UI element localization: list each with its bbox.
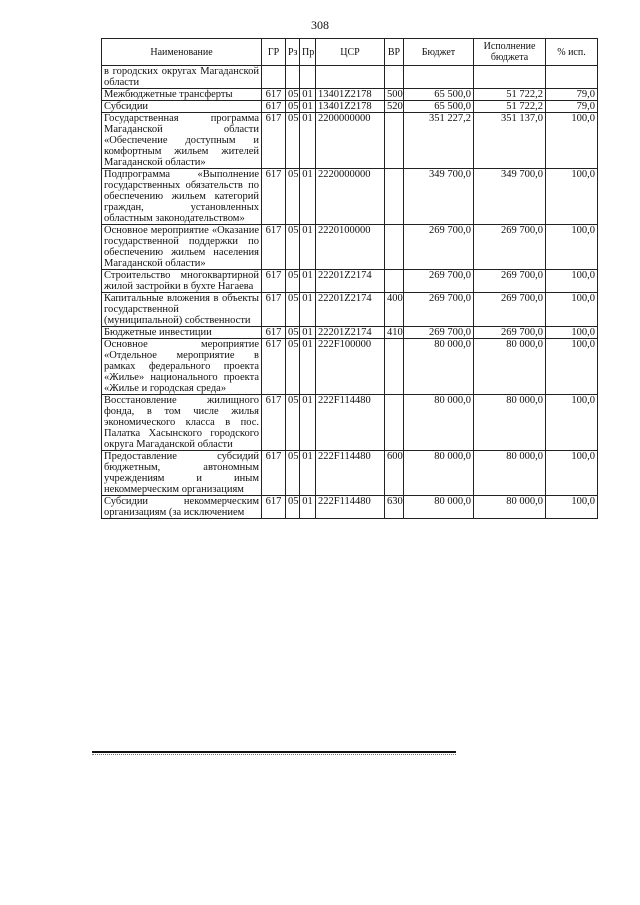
row-pr: 01 xyxy=(300,327,316,339)
table-row xyxy=(102,327,598,339)
row-pr: 01 xyxy=(300,339,316,395)
row-budget: 269 700,0 xyxy=(404,225,474,270)
row-execution: 349 700,0 xyxy=(474,169,546,225)
row-vr: 400 xyxy=(385,293,404,327)
row-rz: 05 xyxy=(286,89,300,101)
row-pr xyxy=(300,66,316,89)
header-execution: Исполнение бюджета xyxy=(474,39,546,66)
row-budget: 351 227,2 xyxy=(404,113,474,169)
row-rz: 05 xyxy=(286,293,300,327)
row-pr: 01 xyxy=(300,101,316,113)
row-budget: 80 000,0 xyxy=(404,451,474,496)
row-execution: 80 000,0 xyxy=(474,395,546,451)
row-csr: 222F100000 xyxy=(316,339,385,395)
row-vr: 600 xyxy=(385,451,404,496)
row-name: Межбюджетные трансферты xyxy=(102,89,262,101)
row-gr: 617 xyxy=(262,395,286,451)
table-row xyxy=(102,113,598,169)
row-budget: 269 700,0 xyxy=(404,327,474,339)
row-vr xyxy=(385,270,404,293)
row-percent: 100,0 xyxy=(546,169,598,225)
row-csr: 22201Z2174 xyxy=(316,293,385,327)
row-execution: 269 700,0 xyxy=(474,270,546,293)
row-execution: 80 000,0 xyxy=(474,451,546,496)
row-csr: 222F114480 xyxy=(316,496,385,519)
row-execution: 80 000,0 xyxy=(474,339,546,395)
row-rz: 05 xyxy=(286,496,300,519)
row-percent: 100,0 xyxy=(546,496,598,519)
row-vr: 500 xyxy=(385,89,404,101)
row-execution xyxy=(474,66,546,89)
row-csr: 13401Z2178 xyxy=(316,89,385,101)
row-name: Субсидии xyxy=(102,101,262,113)
header-rz: Рз xyxy=(286,39,300,66)
row-gr: 617 xyxy=(262,89,286,101)
row-csr: 222F114480 xyxy=(316,451,385,496)
row-percent: 79,0 xyxy=(546,89,598,101)
table-row xyxy=(102,66,598,89)
row-csr: 2200000000 xyxy=(316,113,385,169)
row-percent: 100,0 xyxy=(546,293,598,327)
row-name: Строительство многоквартирной жилой застройки в бухте Нагаева xyxy=(102,270,262,293)
row-name: Государственная программа Магаданской области «Обеспечение доступным и комфортным жильем жителей Магаданской области» xyxy=(102,113,262,169)
row-budget: 65 500,0 xyxy=(404,89,474,101)
row-percent: 79,0 xyxy=(546,101,598,113)
row-vr: 520 xyxy=(385,101,404,113)
table-body xyxy=(102,66,598,519)
header-pr: Пр xyxy=(300,39,316,66)
page-number: 308 xyxy=(311,18,329,32)
table-row xyxy=(102,339,598,395)
row-budget: 269 700,0 xyxy=(404,270,474,293)
row-gr: 617 xyxy=(262,270,286,293)
table-row xyxy=(102,270,598,293)
row-pr: 01 xyxy=(300,270,316,293)
row-execution: 80 000,0 xyxy=(474,496,546,519)
row-gr xyxy=(262,66,286,89)
row-budget: 80 000,0 xyxy=(404,339,474,395)
row-name: в городских округах Магаданской области xyxy=(102,66,262,89)
table-row xyxy=(102,395,598,451)
row-pr: 01 xyxy=(300,89,316,101)
row-budget xyxy=(404,66,474,89)
row-pr: 01 xyxy=(300,293,316,327)
row-csr: 22201Z2174 xyxy=(316,327,385,339)
row-name: Восстановление жилищного фонда, в том числе жилья экономического класса в пос. Палатка Хасынского городского округа Магаданской области xyxy=(102,395,262,451)
row-vr: 410 xyxy=(385,327,404,339)
table-row xyxy=(102,169,598,225)
row-csr: 13401Z2178 xyxy=(316,101,385,113)
row-percent: 100,0 xyxy=(546,339,598,395)
row-percent: 100,0 xyxy=(546,113,598,169)
row-name: Подпрограмма «Выполнение государственных обязательств по обеспечению жильем категорий граждан, установленных областным законодательством» xyxy=(102,169,262,225)
row-gr: 617 xyxy=(262,327,286,339)
row-gr: 617 xyxy=(262,293,286,327)
row-gr: 617 xyxy=(262,451,286,496)
header-percent: % исп. xyxy=(546,39,598,66)
footer-rule-dotted xyxy=(92,754,456,755)
header-budget: Бюджет xyxy=(404,39,474,66)
row-vr xyxy=(385,113,404,169)
table-row xyxy=(102,293,598,327)
row-percent: 100,0 xyxy=(546,225,598,270)
row-vr xyxy=(385,66,404,89)
row-vr xyxy=(385,339,404,395)
row-csr xyxy=(316,66,385,89)
row-percent: 100,0 xyxy=(546,451,598,496)
row-csr: 22201Z2174 xyxy=(316,270,385,293)
row-budget: 80 000,0 xyxy=(404,395,474,451)
row-gr: 617 xyxy=(262,101,286,113)
header-gr: ГР xyxy=(262,39,286,66)
row-execution: 51 722,2 xyxy=(474,101,546,113)
row-csr: 2220100000 xyxy=(316,225,385,270)
row-percent xyxy=(546,66,598,89)
row-name: Субсидии некоммерческим организациям (за исключением xyxy=(102,496,262,519)
row-csr: 2220000000 xyxy=(316,169,385,225)
header-csr: ЦСР xyxy=(316,39,385,66)
row-percent: 100,0 xyxy=(546,327,598,339)
row-rz: 05 xyxy=(286,225,300,270)
row-vr xyxy=(385,225,404,270)
row-csr: 222F114480 xyxy=(316,395,385,451)
row-pr: 01 xyxy=(300,225,316,270)
row-vr xyxy=(385,395,404,451)
row-pr: 01 xyxy=(300,496,316,519)
table-row xyxy=(102,451,598,496)
row-rz: 05 xyxy=(286,395,300,451)
row-pr: 01 xyxy=(300,451,316,496)
row-pr: 01 xyxy=(300,395,316,451)
row-vr xyxy=(385,169,404,225)
table-row xyxy=(102,496,598,519)
header-vr: ВР xyxy=(385,39,404,66)
row-gr: 617 xyxy=(262,339,286,395)
row-name: Основное мероприятие «Отдельное мероприятие в рамках федерального проекта «Жилье» национального проекта «Жилье и городская среда» xyxy=(102,339,262,395)
row-rz xyxy=(286,66,300,89)
row-percent: 100,0 xyxy=(546,270,598,293)
row-budget: 349 700,0 xyxy=(404,169,474,225)
row-name: Основное мероприятие «Оказание государственной поддержки по обеспечению жильем населения Магаданской области» xyxy=(102,225,262,270)
row-execution: 269 700,0 xyxy=(474,225,546,270)
row-gr: 617 xyxy=(262,169,286,225)
row-rz: 05 xyxy=(286,169,300,225)
table-header-row xyxy=(102,39,598,66)
row-rz: 05 xyxy=(286,101,300,113)
row-budget: 80 000,0 xyxy=(404,496,474,519)
row-gr: 617 xyxy=(262,496,286,519)
row-gr: 617 xyxy=(262,225,286,270)
row-name: Предоставление субсидий бюджетным, автономным учреждениям и иным некоммерческим организациям xyxy=(102,451,262,496)
row-pr: 01 xyxy=(300,169,316,225)
row-rz: 05 xyxy=(286,451,300,496)
row-rz: 05 xyxy=(286,327,300,339)
footer-rule xyxy=(92,751,456,753)
row-vr: 630 xyxy=(385,496,404,519)
table-row xyxy=(102,101,598,113)
row-gr: 617 xyxy=(262,113,286,169)
row-execution: 269 700,0 xyxy=(474,327,546,339)
header-name: Наименование xyxy=(102,39,262,66)
row-budget: 269 700,0 xyxy=(404,293,474,327)
table-row xyxy=(102,225,598,270)
row-pr: 01 xyxy=(300,113,316,169)
row-execution: 51 722,2 xyxy=(474,89,546,101)
budget-table xyxy=(101,38,598,519)
row-execution: 269 700,0 xyxy=(474,293,546,327)
row-name: Бюджетные инвестиции xyxy=(102,327,262,339)
row-rz: 05 xyxy=(286,339,300,395)
row-name: Капитальные вложения в объекты государственной (муниципальной) собственности xyxy=(102,293,262,327)
row-budget: 65 500,0 xyxy=(404,101,474,113)
row-percent: 100,0 xyxy=(546,395,598,451)
table-row xyxy=(102,89,598,101)
row-rz: 05 xyxy=(286,270,300,293)
row-execution: 351 137,0 xyxy=(474,113,546,169)
row-rz: 05 xyxy=(286,113,300,169)
